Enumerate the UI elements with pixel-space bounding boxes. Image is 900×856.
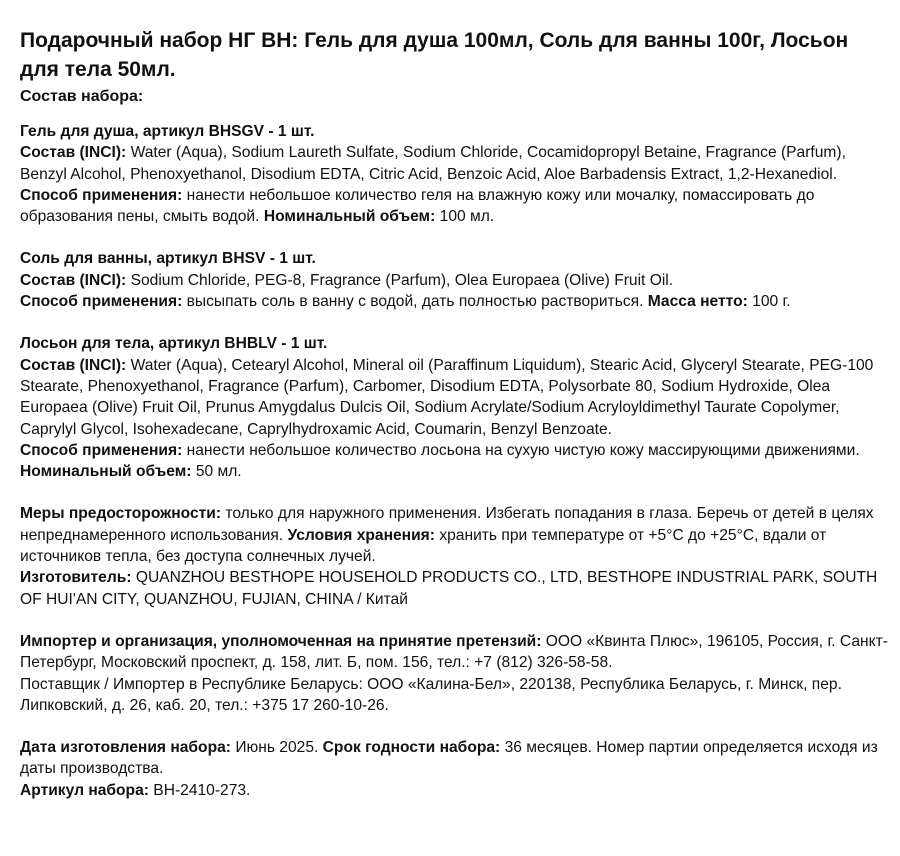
shelf-life-label: Срок годности набора:: [322, 739, 501, 757]
salt-composition-text: Sodium Chloride, PEG-8, Fragrance (Parfum), Olea Europaea (Olive) Fruit Oil.: [130, 271, 674, 289]
precautions-label: Меры предосторожности:: [20, 505, 222, 523]
dates-section: [20, 737, 888, 801]
set-article-label: Артикул набора:: [20, 781, 149, 799]
gel-volume-value: 100 мл.: [439, 208, 495, 226]
gel-section: [20, 121, 888, 227]
gel-heading: Гель для душа, артикул BHSGV - 1 шт.: [20, 123, 315, 140]
salt-composition: [20, 270, 888, 291]
storage-label: Условия хранения:: [287, 526, 435, 544]
lotion-usage-text: нанести небольшое количество лосьона на сухую чистую кожу массирующими движениями.: [186, 441, 860, 459]
manufacture-date-value: Июнь 2025.: [235, 739, 319, 757]
precautions: [20, 503, 888, 567]
manufacture-date-label: Дата изготовления набора:: [20, 739, 231, 757]
set-composition-heading: Состав набора:: [20, 88, 144, 105]
gel-usage-label: Способ применения:: [20, 186, 183, 204]
manufacturer-label: Изготовитель:: [20, 569, 132, 587]
set-article-value: ВН-2410-273.: [153, 781, 251, 799]
precautions-section: [20, 503, 888, 609]
page-title: Подарочный набор НГ ВН: Гель для душа 100мл, Соль для ванны 100г, Лосьон для тела 50мл.: [20, 29, 849, 81]
manufacturer: [20, 567, 888, 610]
gel-volume-label: Номинальный объем:: [263, 208, 436, 226]
gel-composition-text: Water (Aqua), Sodium Laureth Sulfate, Sodium Chloride, Cocamidopropyl Betaine, Fragrance (Parfum), Benzyl Alcohol, Phenoxyethanol, Disodium EDTA, Citric Acid, Benzoic Acid, Aloe Barbadensis Extract, 1,2-Hexanediol.: [20, 144, 846, 183]
importer: [20, 631, 888, 674]
salt-usage: [20, 291, 888, 312]
lotion-usage-label: Способ применения:: [20, 441, 183, 459]
gel-usage-text: нанести небольшое количество геля на влажную кожу или мочалку, помассировать до образования пены, смыть водой.: [20, 186, 815, 226]
salt-usage-label: Способ применения:: [20, 293, 183, 311]
lotion-composition-label: Состав (INCI):: [20, 356, 127, 374]
lotion-usage: [20, 440, 888, 483]
manufacturer-text: QUANZHOU BESTHOPE HOUSEHOLD PRODUCTS CO., LTD, BESTHOPE INDUSTRIAL PARK, SOUTH OF HUI'AN CITY, QUANZHOU, FUJIAN, CHINA / Китай: [20, 569, 878, 608]
salt-section: [20, 248, 888, 312]
lotion-volume-label: Номинальный объем:: [20, 463, 192, 481]
storage-text: хранить при температуре от +5°С до +25°С, вдали от источников тепла, без доступа солнечных лучей.: [20, 526, 827, 566]
salt-mass-value: 100 г.: [752, 293, 791, 311]
set-article: [20, 780, 888, 801]
lotion-heading: Лосьон для тела, артикул BHBLV - 1 шт.: [20, 335, 328, 353]
lotion-volume-value: 50 мл.: [195, 463, 242, 481]
salt-usage-text: высыпать соль в ванну с водой, дать полностью раствориться.: [186, 293, 644, 311]
supplier-belarus: Поставщик / Импортер в Республике Беларусь: ООО «Калина-Бел», 220138, Республика Беларусь, г. Минск, пер. Липковский, д. 26, каб. 20, тел.: +375 17 260-10-26.: [20, 675, 842, 714]
lotion-composition-text: Water (Aqua), Cetearyl Alcohol, Mineral oil (Paraffinum Liquidum), Stearic Acid, Glyceryl Stearate, PEG-100 Stearate, Phenoxyethanol, Fragrance (Parfum), Carbomer, Disodium EDTA, Polysorbate 80, Sodium Hydroxide, Olea Europaea (Olive) Fruit Oil, Prunus Amygdalus Dulcis Oil, Sodium Acrylate/Sodium Acryloyldimethyl Taurate Copolymer, Caprylyl Glycol, Isohexadecane, Caprylhydroxamic Acid, Coumarin, Benzyl Benzoate.: [20, 356, 874, 438]
shelf-life-value: 36 месяцев. Номер партии определяется исходя из даты производства.: [20, 739, 878, 778]
salt-heading: Соль для ванны, артикул BHSV - 1 шт.: [20, 250, 316, 268]
lotion-section: [20, 333, 888, 482]
salt-mass-label: Масса нетто:: [647, 293, 748, 311]
importer-label: Импортер и организация, уполномоченная на принятие претензий:: [20, 632, 542, 650]
product-label-document: [20, 26, 888, 822]
precautions-text: только для наружного применения. Избегать попадания в глаза. Беречь от детей в целях непреднамеренного использования.: [20, 505, 874, 544]
salt-composition-label: Состав (INCI):: [20, 271, 127, 289]
importer-section: [20, 631, 888, 716]
gel-composition-label: Состав (INCI):: [20, 144, 127, 162]
manufacture-and-shelf-life: [20, 737, 888, 780]
importer-text: ООО «Квинта Плюс», 196105, Россия, г. Санкт-Петербург, Московский проспект, д. 158, лит. Б, пом. 156, тел.: +7 (812) 326-58-58.: [20, 632, 888, 672]
gel-composition: [20, 142, 888, 185]
lotion-composition: [20, 355, 888, 440]
gel-usage: [20, 185, 888, 228]
